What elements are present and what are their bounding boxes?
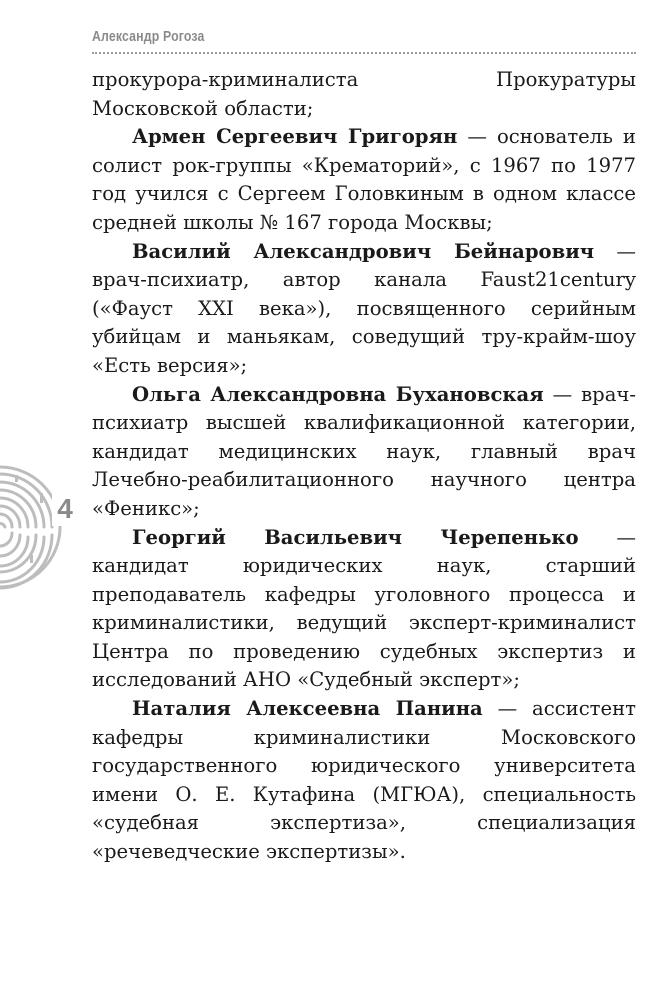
person-name: Армен Сергеевич Григорян [132, 125, 458, 149]
list-item [92, 381, 636, 524]
running-header-author: Александр Рогоза [92, 28, 205, 45]
person-name: Георгий Васильевич Черепенько [132, 525, 579, 549]
header-dotted-rule [92, 52, 636, 54]
person-description: — врач-психиатр высшей квалификационной категории, кандидат медицинских наук, главный врач Лечебно-реабилитационного научного центра «Феникс»; [92, 382, 636, 520]
person-name: Ольга Александровна Бухановская [132, 382, 544, 406]
list-item [92, 238, 636, 381]
page-body [92, 66, 636, 867]
person-description: — врач-психиатр, автор канала Faust21century («Фауст XXI века»), посвященного серийным убийцам и маньякам, соведущий тру-крайм-шоу «Есть версия»; [92, 239, 637, 377]
person-name: Наталия Алексеевна Панина [132, 697, 483, 721]
list-item [92, 695, 636, 867]
person-name: Василий Александрович Бейнарович [132, 239, 595, 263]
list-item [92, 524, 636, 696]
person-description: — кандидат юридических наук, старший преподаватель кафедры уголовного процесса и криминалистики, ведущий эксперт-криминалист Центра по проведению судебных экспертиз и исследований АНО «Судебный эксперт»; [92, 525, 636, 692]
continuation-paragraph: прокурора-криминалиста Прокуратуры Московской области; [92, 68, 636, 120]
person-description: — основатель и солист рок-группы «Крематорий», с 1967 по 1977 год учился с Сергеем Головкиным в одном классе средней школы № 167 города Москвы; [92, 125, 636, 234]
page-number: 4 [52, 492, 78, 526]
fingerprint-icon [0, 455, 80, 600]
list-item [92, 123, 636, 237]
person-description: — ассистент кафедры криминалистики Московского государственного юридического университета имени О. Е. Кутафина (МГЮА), специальность «судебная экспертиза», специализация «речеведческие экспертизы». [92, 697, 637, 864]
